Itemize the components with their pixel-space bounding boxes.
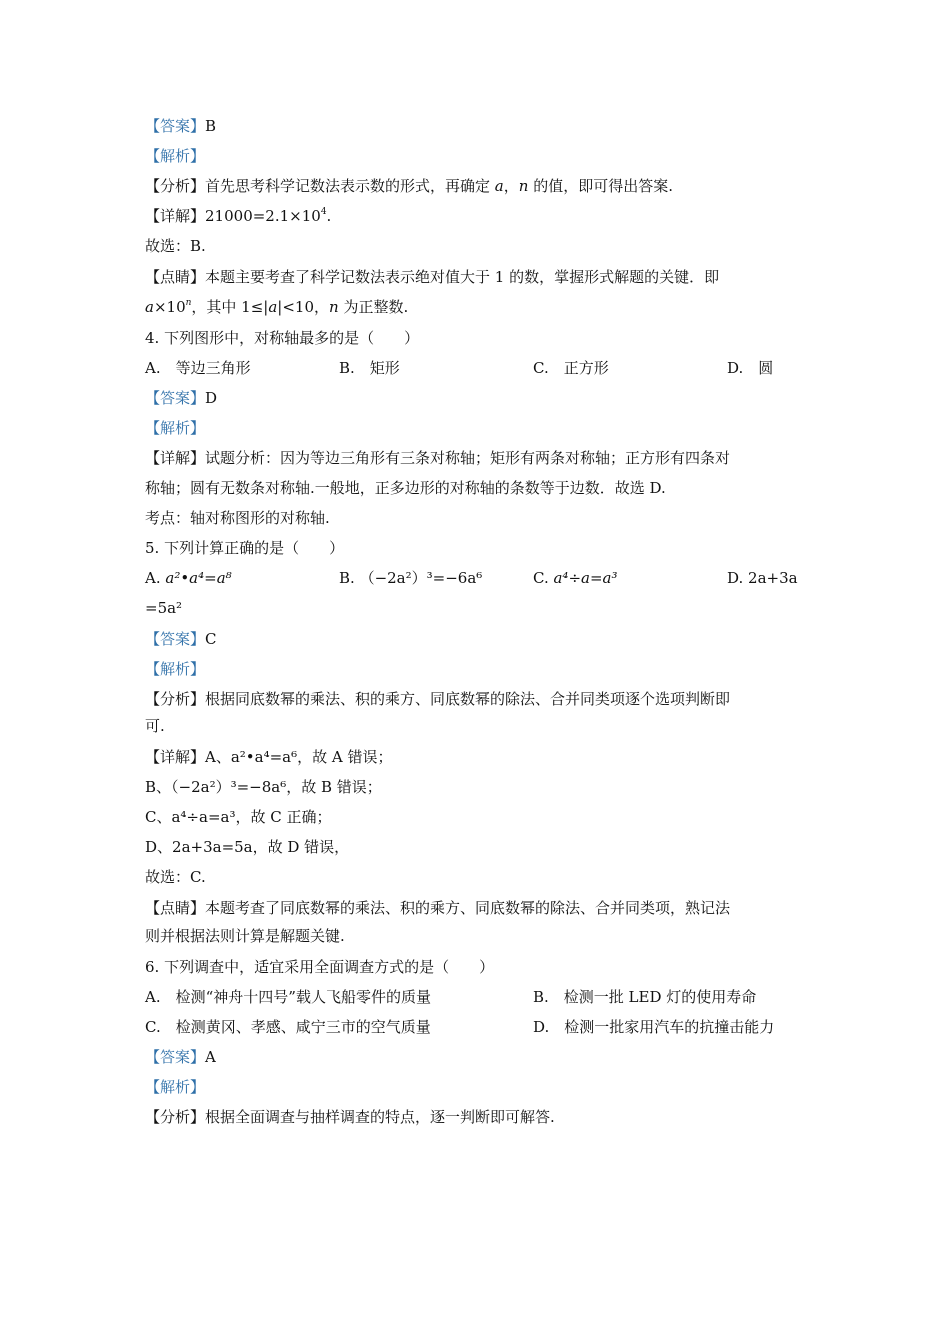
exponent: 4 <box>320 207 327 217</box>
q4-option-b: B. 矩形 <box>339 359 400 377</box>
q4-answer-line <box>145 388 217 408</box>
q5-detail-a <box>145 747 393 767</box>
q5-remark-line-1 <box>145 898 730 918</box>
q3-fenxi-line <box>145 176 673 196</box>
q3-analysis-heading <box>145 146 205 166</box>
option-math: a⁴÷a=a³ <box>553 569 618 587</box>
fenxi-tag: 【分析】 <box>145 1108 206 1126</box>
remark-tag: 【点睛】 <box>145 899 206 917</box>
answer-value: B <box>205 117 217 135</box>
q4-option-a: A. 等边三角形 <box>145 359 251 377</box>
fenxi-text: 首先思考科学记数法表示数的形式，再确定 <box>205 177 495 195</box>
q5-option-b <box>339 568 482 588</box>
detail-tag: 【详解】 <box>145 207 206 225</box>
detail-text: A、a²•a⁴=a⁶，故 A 错误； <box>205 748 393 766</box>
answer-tag: 【答案】 <box>145 389 206 407</box>
answer-value: A <box>205 1048 216 1066</box>
q6-answer-line <box>145 1047 216 1067</box>
fenxi-text: 根据同底数幂的乘法、积的乘方、同底数幂的除法、合并同类项逐个选项判断即 <box>205 690 731 708</box>
var-a: a <box>145 298 154 316</box>
answer-tag: 【答案】 <box>145 1048 206 1066</box>
comma: ， <box>503 177 519 195</box>
remark-tag: 【点睛】 <box>145 268 206 286</box>
q3-detail-line <box>145 206 331 226</box>
q5-option-a <box>145 568 232 588</box>
option-math: （−2a²）³=−6a⁶ <box>359 569 483 587</box>
var-a: a <box>268 298 278 316</box>
remark-text: 本题考查了同底数幂的乘法、积的乘方、同底数幂的除法、合并同类项，熟记法 <box>205 899 731 917</box>
q5-option-d-cont: =5a² <box>145 599 183 617</box>
q6-option-b: B. 检测一批 LED 灯的使用寿命 <box>533 988 757 1006</box>
analysis-tag: 【解析】 <box>145 147 206 165</box>
option-label: D. <box>727 569 749 587</box>
analysis-tag: 【解析】 <box>145 1078 206 1096</box>
q4-option-d: D. 圆 <box>727 359 774 377</box>
q4-detail-line-1 <box>145 448 730 468</box>
q5-remark-line-2: 则并根据法则计算是解题关键. <box>145 927 345 945</box>
q4-option-c: C. 正方形 <box>533 359 609 377</box>
option-label: B. <box>339 569 360 587</box>
option-label: C. <box>533 569 554 587</box>
answer-value: C <box>205 630 217 648</box>
q5-analysis-heading <box>145 659 205 679</box>
fenxi-text: 根据全面调查与抽样调查的特点，逐一判断即可解答. <box>205 1108 555 1126</box>
q5-detail-c: C、a⁴÷a=a³，故 C 正确； <box>145 808 332 826</box>
q5-option-d <box>727 568 798 588</box>
q4-stem: 4. 下列图形中，对称轴最多的是（ ） <box>145 329 420 347</box>
q6-analysis-heading <box>145 1077 205 1097</box>
remark-text: 本题主要考查了科学记数法表示绝对值大于 1 的数，掌握形式解题的关键．即 <box>205 268 720 286</box>
q3-answer-line <box>145 116 216 136</box>
option-math: 2a+3a <box>748 569 798 587</box>
period: . <box>326 207 332 225</box>
q6-stem: 6. 下列调查中，适宜采用全面调查方式的是（ ） <box>145 958 495 976</box>
q6-option-d: D. 检测一批家用汽车的抗撞击能力 <box>533 1018 775 1036</box>
detail-tag: 【详解】 <box>145 748 206 766</box>
answer-value: D <box>205 389 218 407</box>
answer-tag: 【答案】 <box>145 117 206 135</box>
q5-answer-line <box>145 629 217 649</box>
option-label: A. <box>145 569 166 587</box>
analysis-tag: 【解析】 <box>145 660 206 678</box>
answer-tag: 【答案】 <box>145 630 206 648</box>
q3-choose-line: 故选：B. <box>145 237 206 255</box>
q5-choose-line: 故选：C. <box>145 868 206 886</box>
var-n: n <box>518 177 529 195</box>
fenxi-text-end: 的值，即可得出答案. <box>528 177 673 195</box>
detail-text: 21000=2.1×10 <box>205 207 321 225</box>
q6-option-a: A. 检测“神舟十四号”载人飞船零件的质量 <box>145 988 431 1006</box>
q6-option-c: C. 检测黄冈、孝感、咸宁三市的空气质量 <box>145 1018 431 1036</box>
q3-remark-line-1 <box>145 267 719 287</box>
q5-stem: 5. 下列计算正确的是（ ） <box>145 539 345 557</box>
remark-text: |<10， <box>277 298 330 316</box>
remark-text: 为正整数. <box>338 298 409 316</box>
exponent-n: n <box>185 298 192 308</box>
q4-analysis-heading <box>145 418 205 438</box>
q5-option-c <box>533 568 617 588</box>
q4-kaodian: 考点：轴对称图形的对称轴. <box>145 509 330 527</box>
detail-tag: 【详解】 <box>145 449 206 467</box>
option-math: a²•a⁴=a⁸ <box>165 569 232 587</box>
q5-fenxi-line-1 <box>145 689 730 709</box>
detail-text: 试题分析：因为等边三角形有三条对称轴；矩形有两条对称轴；正方形有四条对 <box>205 449 731 467</box>
q5-fenxi-line-2: 可. <box>145 717 165 735</box>
q4-detail-line-2: 称轴；圆有无数条对称轴.一般地，正多边形的对称轴的条数等于边数．故选 D. <box>145 479 666 497</box>
q3-remark-line-2 <box>145 297 408 317</box>
fenxi-tag: 【分析】 <box>145 177 206 195</box>
q5-detail-b: B、（−2a²）³=−8a⁶，故 B 错误； <box>145 778 382 796</box>
q6-fenxi-line <box>145 1107 555 1127</box>
remark-text: ，其中 1≤| <box>191 298 269 316</box>
fenxi-tag: 【分析】 <box>145 690 206 708</box>
q5-detail-d: D、2a+3a=5a，故 D 错误， <box>145 838 350 856</box>
remark-text: ×10 <box>153 298 186 316</box>
analysis-tag: 【解析】 <box>145 419 206 437</box>
var-n: n <box>329 298 339 316</box>
var-a: a <box>494 177 504 195</box>
